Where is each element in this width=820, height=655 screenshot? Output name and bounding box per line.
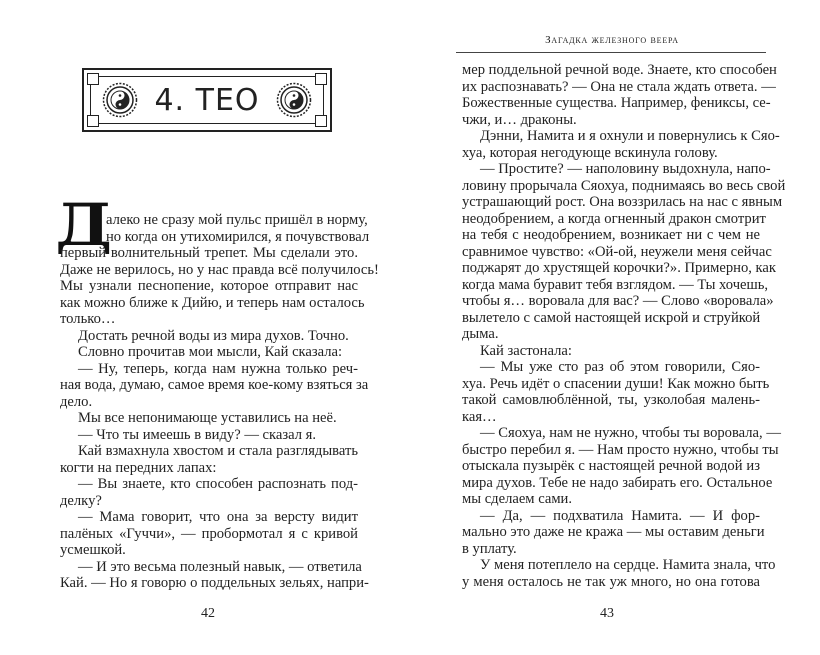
page-number: 42 <box>201 606 215 621</box>
text-line: делку? <box>60 492 102 509</box>
text-line: усмешкой. <box>60 542 126 558</box>
text-line: Даже не верилось, но у нас правда всё получилось! <box>60 261 379 278</box>
text-line: — Сяохуа, нам не нужно, чтобы ты воровала, — <box>480 425 781 441</box>
text-line: ловину прорычала Сяохуа, поднимаясь во весь свой <box>462 177 786 194</box>
chapter-title: 4. ТЕО <box>154 83 260 118</box>
running-head: Загадка железного веера <box>545 34 679 46</box>
text-line: Дэнни, Намита и я охнули и повернулись к Сяо- <box>480 128 780 144</box>
text-line: — Да, — подхватила Намита. — И фор- <box>480 507 760 524</box>
text-line: ная вода, думаю, самое время кое-кому взяться за <box>60 377 369 393</box>
text-line: дыма. <box>462 326 499 342</box>
text-line: — Мы уже сто раз об этом говорили, Сяо- <box>480 359 760 375</box>
text-line: отыскала пузырёк с настоящей речной водой из <box>462 458 760 474</box>
chapter-title-frame <box>82 68 332 132</box>
text-line: У меня потеплело на сердце. Намита знала, что <box>480 557 776 573</box>
text-line: как можно ближе к Дийю, и теперь нам осталось <box>60 294 365 311</box>
text-line: первый волнительный трепет. Мы сделали это. <box>60 245 358 261</box>
page-number: 43 <box>600 606 614 621</box>
text-line: устрашающий рост. Она воззрилась на нас с явным <box>462 194 783 210</box>
text-line: их распознавать? — Она не стала ждать ответа. — <box>462 78 776 95</box>
text-line: когда мама буравит тебя взглядом. — Ты хочешь, <box>462 276 769 293</box>
text-line: — Ну, теперь, когда нам нужна только реч- <box>78 360 358 377</box>
body-text <box>60 212 379 592</box>
body-text <box>462 62 786 590</box>
text-line: мально это даже не кража — мы оставим деньги <box>462 524 765 540</box>
text-line: вылетело с самой настоящей искрой и струйкой <box>462 309 761 326</box>
text-line: мира духов. Тебе не надо забирать его. Остальное <box>462 474 773 491</box>
text-line: на тебя с неодобрением, возникает ни с чем не <box>462 227 760 243</box>
text-line: мы сделаем сами. <box>462 491 573 507</box>
text-line: Кай. — Но я говорю о поддельных зельях, напри- <box>60 575 369 591</box>
drop-cap: Д <box>55 191 113 259</box>
text-line: дело. <box>60 393 93 410</box>
text-line: такой самовлюблённой, ты, узколобая малень- <box>462 392 760 408</box>
text-line: мер поддельной речной воде. Знаете, кто способен <box>462 62 777 78</box>
right-page <box>410 0 820 655</box>
text-line: в уплату. <box>462 540 517 557</box>
text-line: хуа. Речь идёт о спасении души! Как можно быть <box>462 375 770 392</box>
text-line: Божественные существа. Например, фениксы, се- <box>462 95 771 111</box>
text-line: но когда он утихомирился, я почувствовал <box>106 228 370 245</box>
text-line: чтобы я… воровала для вас? — Слово «воровала» <box>462 293 774 309</box>
header-rule <box>456 52 766 53</box>
text-line: — Мама говорит, что она за версту видит <box>78 509 358 525</box>
text-line: у меня осталось не так уж много, но она готова <box>462 573 760 590</box>
text-line: когти на передних лапах: <box>60 459 217 476</box>
text-line: Словно прочитав мои мысли, Кай сказала: <box>78 344 343 360</box>
text-line: неодобрением, а когда огненный дракон смотрит <box>462 210 766 227</box>
text-line: быстро перебил я. — Нам просто нужно, чтобы ты <box>462 441 779 458</box>
text-line: — Что ты имеешь в виду? — сказал я. <box>78 426 317 443</box>
text-line: — Вы знаете, кто способен распознать под- <box>78 476 358 492</box>
text-line: Достать речной воды из мира духов. Точно. <box>78 327 349 344</box>
text-line: сравнимое чувство: «Ой-ой, неужели меня сейчас <box>462 243 772 260</box>
text-line: кая… <box>462 408 497 425</box>
text-line: хуа, которая негодующе вскинула голову. <box>462 144 718 161</box>
text-line: — Простите? — наполовину выдохнула, напо- <box>480 161 771 177</box>
text-line: Мы узнали песнопение, которое отправит нас <box>60 278 358 294</box>
text-line: Кай взмахнула хвостом и стала разглядывать <box>78 443 358 459</box>
text-line: Кай застонала: <box>480 342 572 359</box>
text-line: только… <box>60 311 116 327</box>
text-line: алеко не сразу мой пульс пришёл в норму, <box>106 212 368 228</box>
text-line: чжи, и… драконы. <box>462 111 577 128</box>
text-line: — И это весьма полезный навык, — ответила <box>78 558 362 575</box>
text-line: Мы все непонимающе уставились на неё. <box>78 410 337 426</box>
text-line: поджарят до хрустящей корочки?». Примерно, как <box>462 260 776 276</box>
text-line: палёных «Гуччи», — пробормотал я с кривой <box>60 525 358 542</box>
